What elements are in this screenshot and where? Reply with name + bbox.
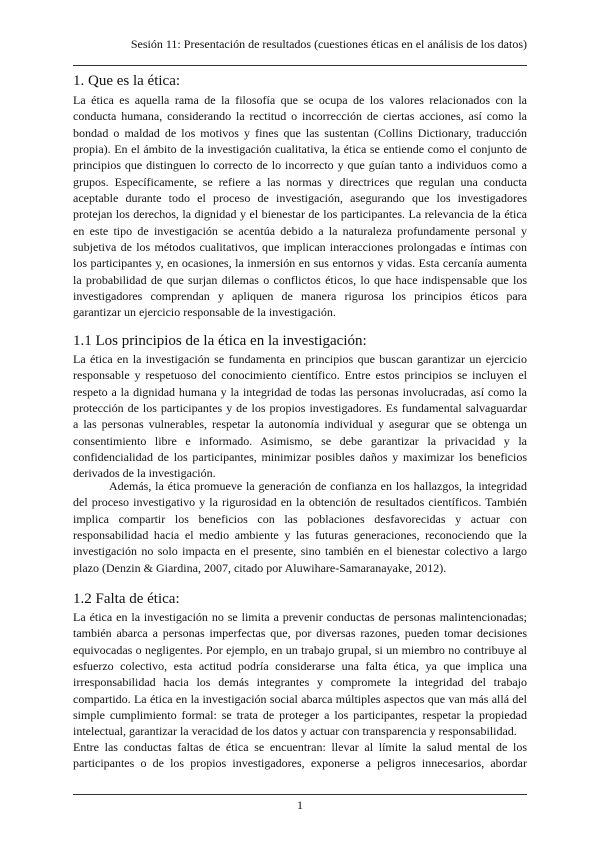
paragraph [73,92,527,321]
text-line: la probabilidad de que surjan dilemas o conflictos éticos, lo que hace indispensable que los [73,272,527,287]
footer-rule [73,794,527,795]
text-line: a las personas vulnerables, respetar la autonomía individual y asegurar que se obtenga un [73,417,527,432]
text-line: aceptable durante todo el proceso de investigación, asegurando que los investigadores [73,191,527,206]
header-rule [73,65,527,66]
text-line: subjetiva de los métodos cualitativos, que implican interacciones prolongadas e íntimas con [73,240,527,255]
text-line: implica compartir los beneficios con las poblaciones desfavorecidas y actuar con [73,511,527,526]
text-line: también abarca a personas imperfectas que, por diversas razones, pueden tomar decisiones [73,626,527,641]
paragraph [73,739,527,772]
text-line: esfuerzo colectivo, esta actitud podría considerarse una falta ética, ya que implica una [73,659,527,674]
text-line: principios que distinguen lo correcto de lo incorrecto y que guían tanto a individuos como a [73,158,527,173]
text-line: bondad o maldad de los motivos y fines que las sustentan (Collins Dictionary, traducción [73,125,527,140]
text-line: grupos. Específicamente, se refiere a las normas y directrices que regulan una conducta [73,174,527,189]
text-line: los participantes y, en ocasiones, la inmersión en sus entornos y vidas. Esta cercanía aumenta [73,256,527,271]
section-heading: 1.1 Los principios de la ética en la investigación: [73,333,367,349]
text-line: plazo (Denzin & Giardina, 2007, citado por Aluwihare-Samaranayake, 2012). [73,560,447,575]
text-line: del proceso investigativo y la rigurosidad en la obtención de resultados científicos. También [73,495,527,510]
text-line: Además, la ética promueve la generación de confianza en los hallazgos, la integridad [109,479,527,493]
page-header: Sesión 11: Presentación de resultados (cuestiones éticas en el análisis de los datos) [130,37,527,51]
text-line: en este tipo de investigación se acentúa debido a la naturaleza profundamente personal y [73,223,527,238]
text-line: La ética en la investigación no se limita a prevenir conductas de personas malintencionadas; [73,610,527,624]
text-line: responsabilidad hacia el medio ambiente y las futuras generaciones, reconociendo que la [73,528,527,543]
text-line: intelectual, garantizar la veracidad de los datos y actuar con transparencia y responsabilidad. [73,724,517,739]
text-line: propia). En el ámbito de la investigación cualitativa, la ética se entiende como el conjunto de [73,142,527,157]
text-line: compartido. La ética en la investigación social abarca múltiples aspectos que van más allá del [73,691,527,706]
text-line: confidencialidad de los participantes, minimizar posibles daños y maximizar los beneficios [73,450,527,465]
text-line: La ética es aquella rama de la filosofía que se ocupa de los valores relacionados con la [73,93,527,107]
text-line: conducta humana, considerando la rectitud o incorrección de ciertas acciones, así como la [73,109,527,124]
text-line: simple cumplimiento formal: se trata de proteger a los participantes, respetar la propiedad [73,708,527,723]
text-line: respeto a la dignidad humana y la integridad de todas las personas involucradas, así como la [73,384,527,399]
text-line: investigación no solo impacta en el presente, sino también en el bienestar colectivo a largo [73,544,527,559]
text-line: protejan los derechos, la dignidad y el bienestar de los participantes. La relevancia de la ética [73,207,527,222]
text-line: protección de los participantes y de los propios investigadores. Es fundamental salvaguardar [73,401,527,416]
section-heading: 1. Que es la ética: [73,73,181,89]
paragraph [73,478,527,576]
text-line: La ética en la investigación se fundamenta en principios que buscan garantizar un ejercicio [73,352,527,366]
text-line: irresponsabilidad hacia los demás integrantes y compromete la integridad del trabajo [73,675,527,690]
text-line: investigadores comprendan y apliquen de manera rigurosa los principios éticos para [73,289,527,304]
paragraph [73,609,527,740]
page-number: 1 [297,798,303,812]
paragraph [73,351,527,482]
text-line: responsable y respetuoso del conocimiento científico. Entre estos principios se incluyen el [73,368,527,383]
text-line: participantes o de los propios investigadores, exponerse a peligros innecesarios, abordar [73,756,527,771]
text-line: derivados de la investigación. [73,466,216,481]
text-line: equivocadas o negligentes. Por ejemplo, en un trabajo grupal, si un miembro no contribuye al [73,642,527,657]
text-line: Entre las conductas faltas de ética se encuentran: llevar al límite la salud mental de los [73,740,527,754]
text-line: garantizar un ejercicio responsable de la investigación. [73,305,336,320]
section-heading: 1.2 Falta de ética: [73,591,180,607]
text-line: consentimiento libre e informado. Asimismo, se debe garantizar la privacidad y la [73,433,527,448]
